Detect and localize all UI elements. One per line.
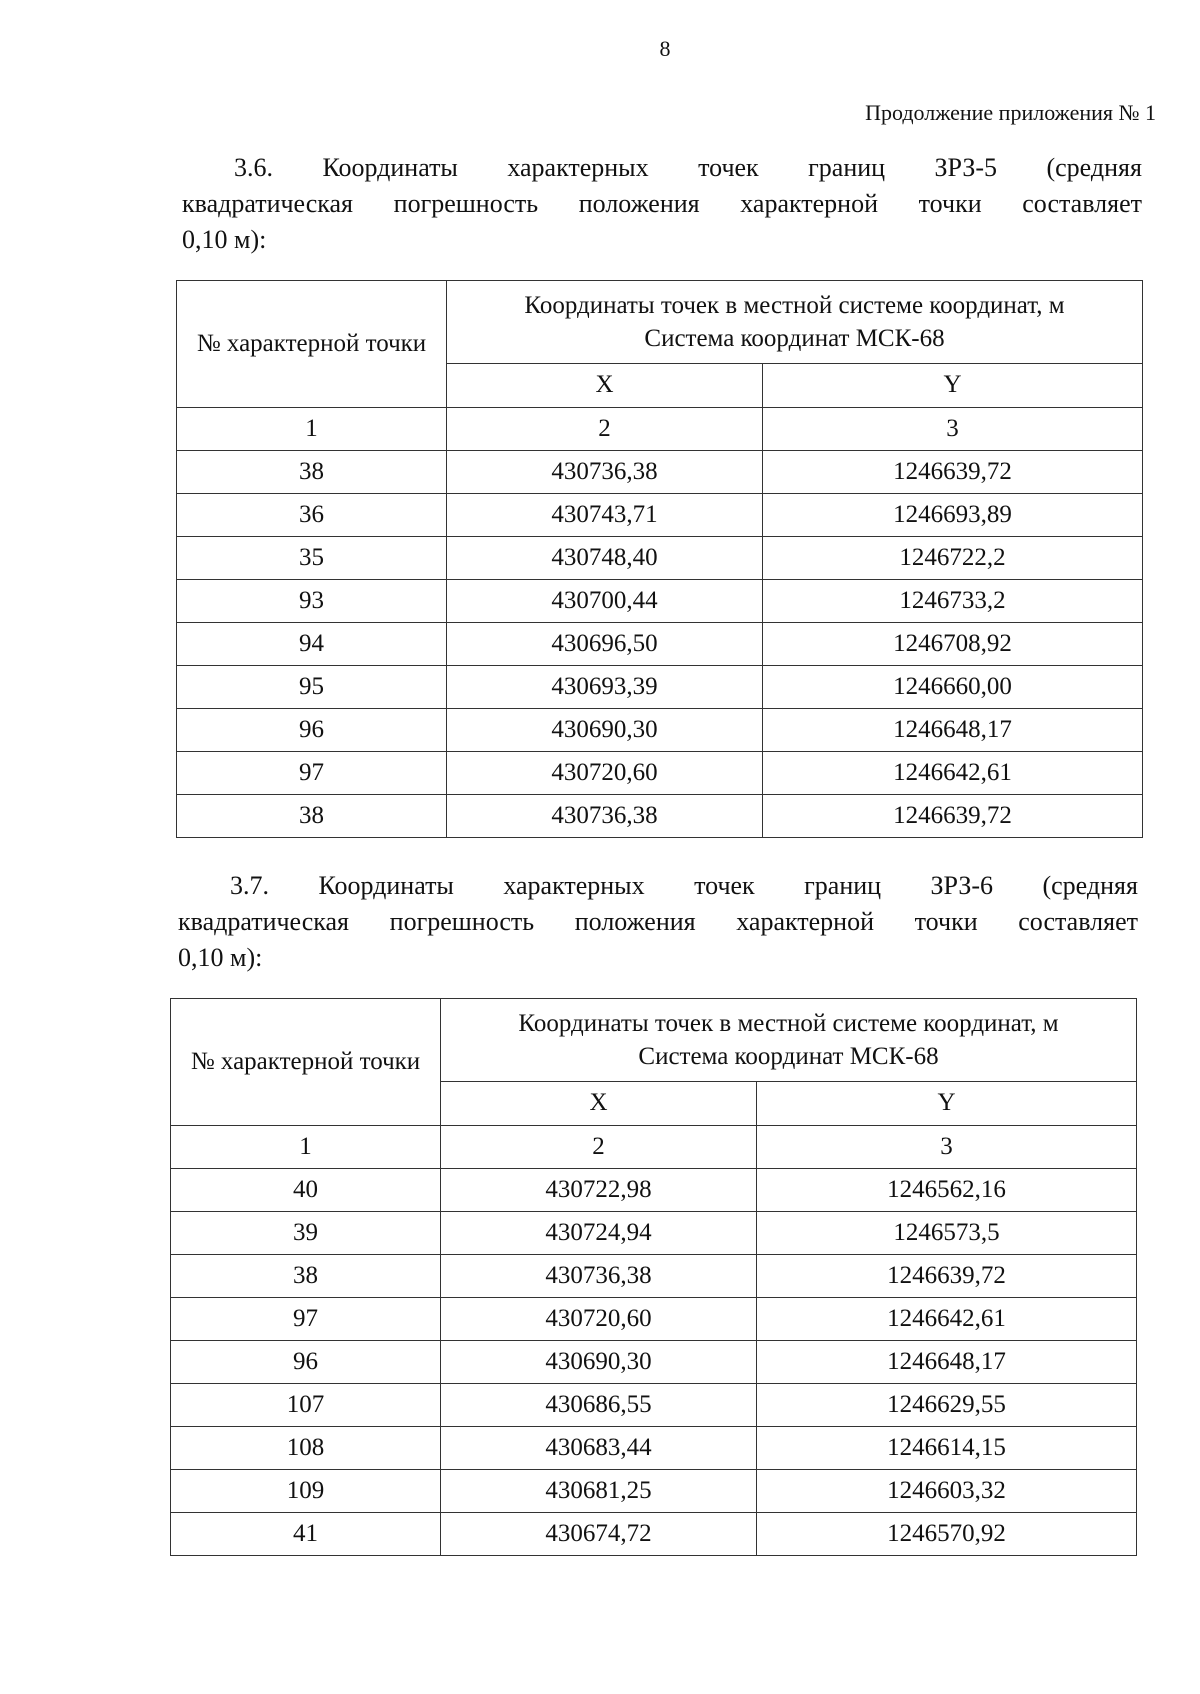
header-x: X [447,363,763,407]
paragraph-word: Координаты [318,871,454,900]
header-system-line-2: Система координат МСК-68 [638,1042,939,1070]
paragraph-line-2: квадратическая погрешность положения характерной точки составляет [182,189,1142,218]
paragraph-line-1 [182,150,1142,186]
column-number: 2 [447,408,763,451]
y-coordinate-cell: 1246573,5 [757,1212,1137,1255]
y-coordinate-cell: 1246639,72 [763,795,1143,838]
header-row [171,999,1137,1082]
point-number-cell: 38 [177,451,447,494]
y-coordinate-cell: 1246570,92 [757,1513,1137,1556]
table-row [171,1427,1137,1470]
table-row [177,451,1143,494]
continuation-note: Продолжение приложения № 1 [865,100,1156,125]
x-coordinate-cell: 430724,94 [441,1212,757,1255]
y-coordinate-cell: 1246614,15 [757,1427,1137,1470]
point-number-cell: 41 [171,1513,441,1556]
section-number: 3.6. [234,153,273,182]
y-coordinate-cell: 1246722,2 [763,537,1143,580]
table-row [171,1255,1137,1298]
header-y: Y [757,1081,1137,1125]
table-row [171,1169,1137,1212]
y-coordinate-cell: 1246693,89 [763,494,1143,537]
x-coordinate-cell: 430700,44 [447,580,763,623]
paragraph-word: границ [804,871,882,900]
point-number-cell: 39 [171,1212,441,1255]
table-row [177,580,1143,623]
header-x: X [441,1081,757,1125]
point-number-cell: 36 [177,494,447,537]
x-coordinate-cell: 430743,71 [447,494,763,537]
paragraph-word: (средняя [1042,871,1138,900]
y-coordinate-cell: 1246660,00 [763,666,1143,709]
paragraph-word: ЗРЗ-5 [934,153,998,182]
header-coordinate-system [447,281,1143,364]
point-number-cell: 40 [171,1169,441,1212]
section-paragraph [182,150,1142,258]
paragraph-line-3: 0,10 м): [178,943,263,972]
table-row [177,709,1143,752]
table-row [171,1513,1137,1556]
x-coordinate-cell: 430693,39 [447,666,763,709]
point-number-cell: 95 [177,666,447,709]
x-coordinate-cell: 430683,44 [441,1427,757,1470]
x-coordinate-cell: 430720,60 [447,752,763,795]
y-coordinate-cell: 1246642,61 [763,752,1143,795]
header-y: Y [763,363,1143,407]
point-number-cell: 109 [171,1470,441,1513]
x-coordinate-cell: 430736,38 [447,795,763,838]
column-number: 2 [441,1126,757,1169]
point-number-cell: 93 [177,580,447,623]
header-coordinate-system [441,999,1137,1082]
paragraph-line-1 [178,868,1138,904]
table-row [171,1212,1137,1255]
coordinates-table [170,998,1137,1556]
section-paragraph [178,868,1138,976]
x-coordinate-cell: 430748,40 [447,537,763,580]
table-row [177,537,1143,580]
column-number: 3 [763,408,1143,451]
coordinates-table [176,280,1143,838]
paragraph-line-3: 0,10 м): [182,225,267,254]
paragraph-word: границ [808,153,886,182]
table-row [177,795,1143,838]
x-coordinate-cell: 430690,30 [441,1341,757,1384]
x-coordinate-cell: 430681,25 [441,1470,757,1513]
point-number-cell: 38 [177,795,447,838]
table-row [171,1298,1137,1341]
column-number: 3 [757,1126,1137,1169]
table-row [177,494,1143,537]
page-number: 8 [659,36,671,61]
y-coordinate-cell: 1246639,72 [757,1255,1137,1298]
header-system-line-1: Координаты точек в местной системе координат, м [524,291,1065,319]
point-number-cell: 35 [177,537,447,580]
y-coordinate-cell: 1246733,2 [763,580,1143,623]
x-coordinate-cell: 430736,38 [447,451,763,494]
x-coordinate-cell: 430696,50 [447,623,763,666]
header-system-line-1: Координаты точек в местной системе координат, м [518,1009,1059,1037]
y-coordinate-cell: 1246708,92 [763,623,1143,666]
point-number-cell: 107 [171,1384,441,1427]
paragraph-word: ЗРЗ-6 [930,871,994,900]
y-coordinate-cell: 1246629,55 [757,1384,1137,1427]
y-coordinate-cell: 1246562,16 [757,1169,1137,1212]
y-coordinate-cell: 1246648,17 [757,1341,1137,1384]
table-row [177,666,1143,709]
paragraph-word: точек [698,153,759,182]
point-number-cell: 96 [177,709,447,752]
point-number-cell: 97 [177,752,447,795]
column-number: 1 [171,1126,441,1169]
x-coordinate-cell: 430722,98 [441,1169,757,1212]
table-row [171,1341,1137,1384]
x-coordinate-cell: 430686,55 [441,1384,757,1427]
header-system-line-2: Система координат МСК-68 [644,324,945,352]
table-row [171,1470,1137,1513]
y-coordinate-cell: 1246603,32 [757,1470,1137,1513]
table-row [177,752,1143,795]
paragraph-word: характерных [503,871,645,900]
paragraph-word: характерных [507,153,649,182]
column-number: 1 [177,408,447,451]
point-number-cell: 108 [171,1427,441,1470]
paragraph-line-2: квадратическая погрешность положения характерной точки составляет [178,907,1138,936]
section-number: 3.7. [230,871,269,900]
paragraph-word: точек [694,871,755,900]
paragraph-word: Координаты [322,153,458,182]
x-coordinate-cell: 430720,60 [441,1298,757,1341]
column-number-row [177,408,1143,451]
paragraph-word: (средняя [1046,153,1142,182]
header-row [177,281,1143,364]
column-number-row [171,1126,1137,1169]
y-coordinate-cell: 1246648,17 [763,709,1143,752]
point-number-cell: 94 [177,623,447,666]
table-row [177,623,1143,666]
point-number-cell: 97 [171,1298,441,1341]
header-point-number: № характерной точки [171,999,441,1126]
point-number-cell: 38 [171,1255,441,1298]
y-coordinate-cell: 1246642,61 [757,1298,1137,1341]
point-number-cell: 96 [171,1341,441,1384]
x-coordinate-cell: 430674,72 [441,1513,757,1556]
y-coordinate-cell: 1246639,72 [763,451,1143,494]
x-coordinate-cell: 430690,30 [447,709,763,752]
x-coordinate-cell: 430736,38 [441,1255,757,1298]
header-point-number: № характерной точки [177,281,447,408]
table-row [171,1384,1137,1427]
